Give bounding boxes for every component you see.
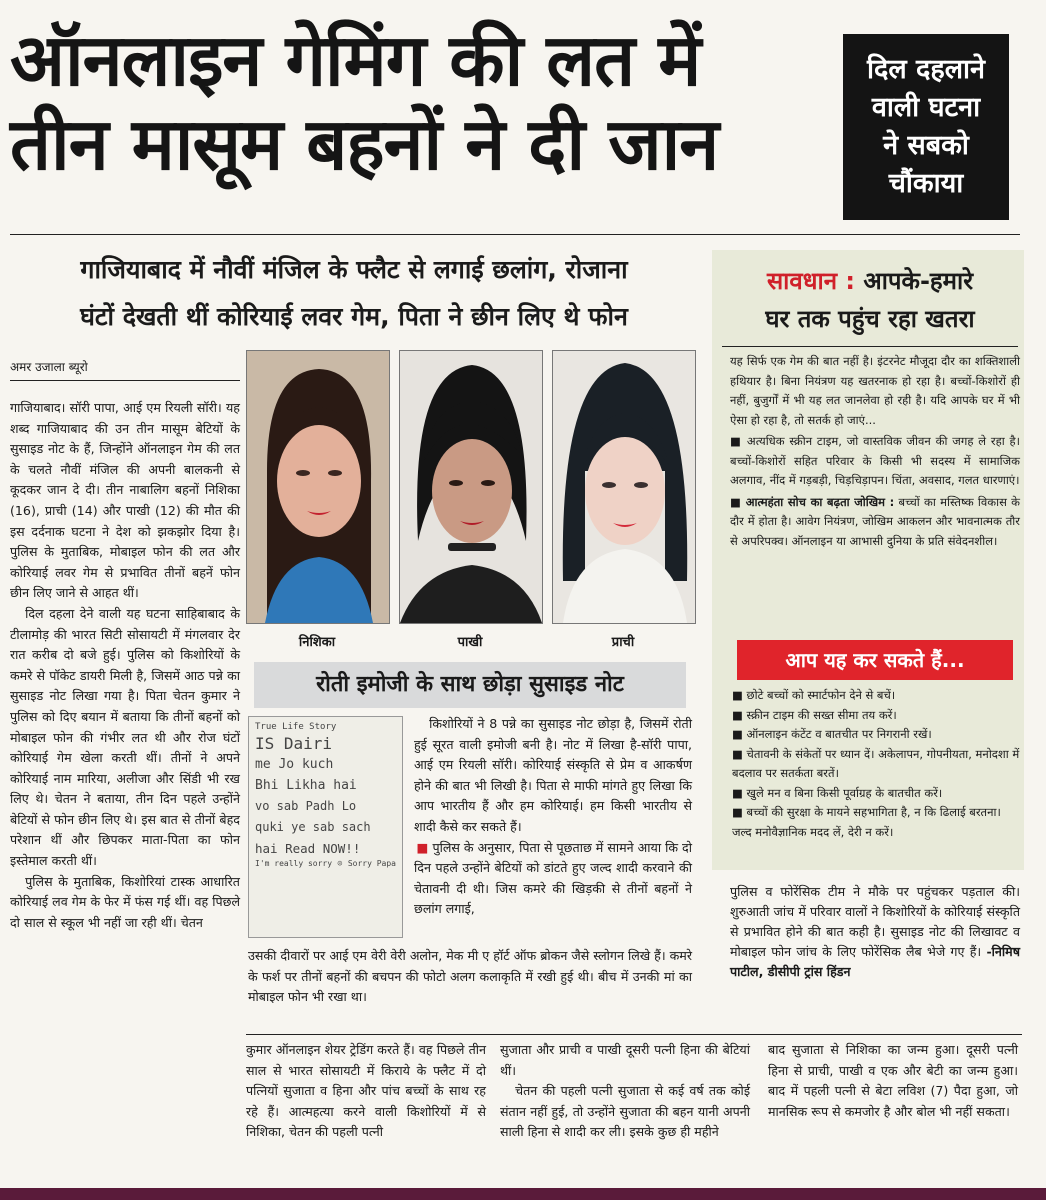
list-item: ■ स्क्रीन टाइम की सख्त सीमा तय करें। <box>732 707 897 722</box>
column-1 <box>10 398 240 933</box>
note-line: True Life Story <box>255 722 337 732</box>
photo-caption-nishika: निशिका <box>298 635 336 650</box>
photo-prachi <box>552 350 696 624</box>
mid-continued: उसकी दीवारों पर आई एम वेरी वेरी अलोन, मेक मी ए हॉर्ट ऑफ ब्रोकन जैसे स्लोगन लिखे हैं। कमरे के फर्श पर तीनों बहनों की बचपन की फोटो अलग कलाकृति में रखी हुई थी। बीच में उनकी मां का मोबाइल फोन भी रखा था। <box>248 948 692 1005</box>
portrait-image <box>247 351 389 623</box>
page-bottom-strip <box>0 1188 1046 1200</box>
bottom-divider <box>246 1034 1022 1035</box>
warning-title-black: आपके-हमारे <box>863 267 974 295</box>
mid-column <box>414 714 692 920</box>
warning-body <box>730 352 1020 553</box>
photo-caption-prachi: प्राची <box>611 635 635 650</box>
deck <box>14 246 694 340</box>
note-line: Bhi Likha hai <box>255 778 357 793</box>
police-quote-text: पुलिस व फोरेंसिक टीम ने मौके पर पहुंचकर पड़ताल की। शुरुआती जांच में परिवार वालों ने किशोरियों के कोरियाई संस्कृति से प्रभावित होने की बात कही है। सुसाइड नोट की लिखावट व मोबाइल फोन जांच के लिए फोरेंसिक लैब भेजे गए हैं। <box>730 884 1020 959</box>
police-quote-attribution: -निमिष पाटील, डीसीपी ट्रांस हिंडन <box>730 944 1020 979</box>
can-do-title: आप यह कर सकते हैं... <box>737 640 1013 680</box>
warning-bullet-1: ■ अत्यधिक स्क्रीन टाइम, जो वास्तविक जीवन की जगह ले रहा है। बच्चों-किशोरों सहित परिवार के किसी भी सदस्य में सामाजिक अलगाव, नींद में गड़बड़ी, चिड़चिड़ापन। चिंता, अवसाद, गलत धारणाएं। <box>730 434 1020 487</box>
deck-line-1: गाजियाबाद में नौवीं मंजिल के फ्लैट से लगाई छलांग, रोजाना <box>80 255 628 284</box>
side-box <box>843 34 1009 220</box>
portrait-image <box>553 351 695 623</box>
list-item: ■ ऑनलाइन कंटेंट व बातचीत पर निगरानी रखें। <box>732 727 932 741</box>
warning-title-red: सावधान : <box>766 267 855 295</box>
mid-paragraph-1: किशोरियों ने 8 पन्ने का सुसाइड नोट छोड़ा है, जिसमें रोती हुई सूरत वाली इमोजी बनी है। नोट में लिखा है-सॉरी पापा, आई एम रियली सॉरी। कोरियाई संस्कृति से प्रेम व आकर्षण होने की बात भी लिखी है। पिता से माफी मांगते हुए लिखा कि आप भारतीय हैं और हम कोरियाई। हम किसी भारतीय से शादी कैसे कर सकते हैं। <box>414 716 692 834</box>
note-line: I'm really sorry <box>255 859 333 868</box>
photo-nishika <box>246 350 390 624</box>
portrait-image <box>400 351 542 623</box>
headline-line-1: ऑनलाइन गेमिंग की लत में <box>10 18 701 102</box>
note-line: Sorry Papa <box>347 859 396 868</box>
col1-paragraph-2: दिल दहला देने वाली यह घटना साहिबाबाद के टीलामोड़ की भारत सिटी सोसायटी में मंगलवार देर रात करीब दो बजे हुई। पुलिस को किशोरियों के कमरे से पॉकेट डायरी मिली है, जिसमें आठ पन्ने का सुसाइड नोट लिखा गया है। पिता चेतन कुमार ने पुलिस को दिए बयान में बताया कि तीनों बहनों को मोबाइल फोन की गंभीर लत थी और रोज घंटों कोरियाई गेम खेला करती थीं। तीनों ने अपने कोरियाई नाम मारिया, अलीजा और सिंडी भी रख लिए थे। चेतन ने बताया, तीन दिन पहले उन्होंने बेटियों से फोन छीन लिए थे। इस बात से तीनों बेहद परेशान थीं और छिपकर माता-पिता का फोन इस्तेमाल करती थीं। <box>10 605 240 869</box>
list-item: ■ बच्चों की सुरक्षा के मायने सहभागिता है, न कि ढिलाई बरतना। जल्द मनोवैज्ञानिक मदद लें, देरी न करें। <box>732 805 1001 839</box>
bottom-c3-paragraph-1: सुजाता और प्राची व पाखी दूसरी पत्नी हिना की बेटियां थीं। <box>500 1042 750 1078</box>
side-box-line-4: चौंकाया <box>888 168 964 199</box>
byline-divider <box>10 380 240 381</box>
note-line: me Jo kuch <box>255 757 334 772</box>
warning-title-line-2: घर तक पहुंच रहा खतरा <box>765 305 975 333</box>
note-footer <box>255 859 396 869</box>
headline <box>10 18 830 186</box>
photo-pakhi <box>399 350 543 624</box>
crying-emoji-icon: ☹ <box>337 859 343 868</box>
headline-line-2: तीन मासूम बहनों ने दी जान <box>10 102 719 186</box>
bottom-column-2: कुमार ऑनलाइन शेयर ट्रेडिंग करते हैं। वह पिछले तीन साल से भारत सोसायटी में किराये के फ्लैट में दो पत्नियों सुजाता व हिना और पांच बच्चों के साथ रह रहे हैं। आत्महत्या करने वाली किशोरियों में से निशिका, चेतन की पहली पत्नी <box>246 1042 486 1140</box>
col1-paragraph-3: पुलिस के मुताबिक, किशोरियां टास्क आधारित कोरियाई लव गेम के फेर में फंस गई थीं। वह पिछले दो साल से स्कूल भी नहीं जा रही थीं। चेतन <box>10 873 240 930</box>
byline: अमर उजाला ब्यूरो <box>10 360 88 374</box>
bottom-c3-paragraph-2: चेतन की पहली पत्नी सुजाता से कई वर्ष तक कोई संतान नहीं हुई, तो उन्होंने सुजाता की बहन यानी अपनी साली हिना से शादी कर ली। इसके कुछ ही महीने <box>500 1083 750 1140</box>
suicide-note-subhead: रोती इमोजी के साथ छोड़ा सुसाइड नोट <box>254 662 686 708</box>
warning-bullet-2: ■ आत्महंता सोच का बढ़ता जोखिम : बच्चों का मस्तिष्क विकास के दौर में होता है। आवेग नियंत्रण, जोखिम आकलन और भावनात्मक तौर से अपरिपक्व। ऑनलाइन या आभासी दुनिया के प्रति संवेदनशील। <box>730 494 1021 548</box>
note-line: vo sab Padh Lo <box>255 799 357 813</box>
warning-title <box>722 262 1018 338</box>
photo-caption-pakhi: पाखी <box>457 635 483 650</box>
note-line: IS Dairi <box>255 734 333 753</box>
side-box-line-1: दिल दहलाने <box>867 54 985 85</box>
warning-divider <box>722 346 1018 347</box>
police-quote <box>730 882 1020 982</box>
list-item: ■ चेतावनी के संकेतों पर ध्यान दें। अकेलापन, गोपनीयता, मनोदशा में बदलाव पर सतर्कता बरतें। <box>732 746 1020 780</box>
warning-intro: यह सिर्फ एक गेम की बात नहीं है। इंटरनेट मौजूदा दौर का शक्तिशाली हथियार है। बिना नियंत्रण यह खतरनाक हो रहा है। बच्चों-किशोरों ही नहीं, बुजुर्गों में भी यह लत जानलेवा हो रही है। यदि आपके घर में भी ऐसा हो रहा है, तो सतर्क हो जाएं... <box>730 354 1020 427</box>
side-box-line-3: ने सबको <box>883 130 969 161</box>
side-box-line-2: वाली घटना <box>871 92 981 123</box>
list-item: ■ छोटे बच्चों को स्मार्टफोन देने से बचें। <box>732 688 896 702</box>
list-item: ■ खुले मन व बिना किसी पूर्वाग्रह के बातचीत करें। <box>732 785 943 800</box>
mid-paragraph-2: ■ पुलिस के अनुसार, पिता से पूछताछ में सामने आया कि दो दिन पहले उन्होंने बेटियों को डांटते हुए जल्द शादी करवाने की चेतावनी दी थी। जिस कमरे की खिड़की से तीनों बहनों ने छलांग लगाई, <box>414 839 692 917</box>
col1-paragraph-1: गाजियाबाद। सॉरी पापा, आई एम रियली सॉरी। यह शब्द गाजियाबाद की उन तीन मासूम बेटियों के सुसाइड नोट के हैं, जिन्होंने ऑनलाइन गेम की लत के चलते नौवीं मंजिल की अपनी बालकनी से कूदकर जान दे दी। तीन नाबालिग बहनों निशिका (16), प्राची (14) और पाखी (12) की मौत की इस दर्दनाक घटना ने देश को झकझोर दिया है। पुलिस के मुताबिक, मोबाइल फोन की लत और कोरियाई लवर गेम से प्रभावित तीनों बहनें फोन छीन लिए जाने से आहत थीं। <box>10 400 240 601</box>
deck-line-2: घंटों देखती थीं कोरियाई लवर गेम, पिता ने छीन लिए थे फोन <box>80 302 628 331</box>
divider <box>10 234 1020 235</box>
note-line: hai Read NOW!! <box>255 841 361 856</box>
note-line: quki ye sab sach <box>255 820 371 834</box>
bottom-column-4: बाद सुजाता से निशिका का जन्म हुआ। दूसरी पत्नी हिना से प्राची, पाखी व एक और बेटी का जन्म हुआ। बाद में पहली पत्नी से बेटा लविश (7) पैदा हुआ, जो मानसिक रूप से कमजोर है और बोल भी नहीं सकता। <box>768 1042 1018 1119</box>
suicide-note-image <box>248 716 403 938</box>
bottom-column-3 <box>500 1040 750 1143</box>
can-do-list <box>732 686 1022 842</box>
